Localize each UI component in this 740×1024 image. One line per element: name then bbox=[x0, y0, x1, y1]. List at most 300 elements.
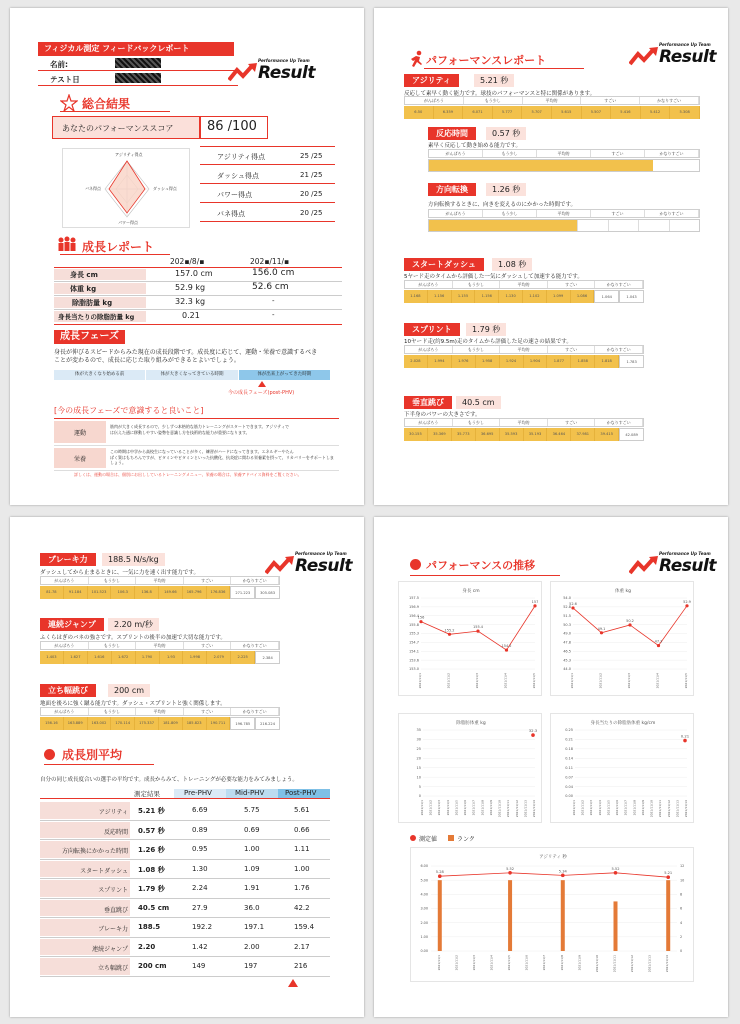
x-tick-label: 2021/11/3 bbox=[627, 673, 631, 689]
x-tick-label: 2021/11/12 bbox=[514, 800, 519, 818]
brand-subtitle: Performance Up Team bbox=[659, 42, 711, 47]
data-label: 5.21 bbox=[664, 871, 673, 876]
brand-wordmark: Result bbox=[258, 63, 315, 83]
brand-logo bbox=[629, 549, 727, 583]
x-tick-label: 2021/11/11 bbox=[506, 800, 511, 818]
metric-description: 反応して素早く動く能力です。球技のパフォーマンスと特に関係があります。 bbox=[404, 91, 596, 97]
x-tick-label: 2021/11/14 bbox=[532, 800, 536, 818]
avg-header: Mid-PHV bbox=[235, 789, 265, 797]
y-tick-label: 157.5 bbox=[408, 596, 419, 601]
score-row-value: 25 /25 bbox=[300, 152, 323, 160]
y-tick-label: 6.00 bbox=[420, 864, 428, 869]
phase-pre: 体が大きくなり始める前 bbox=[54, 370, 146, 380]
metric-value: 40.5 cm bbox=[456, 396, 501, 409]
score-row-label: パワー得点 bbox=[217, 191, 252, 199]
value-cell: 1.155 bbox=[452, 290, 476, 303]
data-point bbox=[533, 604, 536, 607]
x-tick-label: 2021/11/10 bbox=[649, 800, 654, 818]
scale-label: かなりすごい bbox=[231, 708, 279, 715]
metric-value: 0.57 秒 bbox=[486, 127, 526, 140]
value-cell: 216.224 bbox=[255, 717, 280, 730]
x-tick-label: 2021/11/4 bbox=[655, 673, 660, 689]
avg-row-post: 42.2 bbox=[294, 903, 310, 912]
x-tick-label: 2021/11/10 bbox=[497, 800, 502, 818]
growth-date-1: 202▪/8/▪ bbox=[170, 257, 205, 266]
scale-label: がんばろう bbox=[41, 577, 89, 584]
scale-label: がんばろう bbox=[405, 281, 453, 288]
x-tick-label: 2021/11/3 bbox=[471, 955, 476, 971]
y-tick-label: 156.4 bbox=[408, 613, 419, 618]
rank-bar bbox=[438, 880, 442, 951]
data-label: 50.2 bbox=[626, 618, 634, 623]
advice-exercise-text: 筋肉が大きく成長するので、少しずつ本格的な筋力トレーニングがスタートできます。アジリティで bbox=[110, 424, 289, 429]
y-tick-label: 15 bbox=[416, 765, 421, 770]
data-point bbox=[419, 620, 422, 623]
value-cell: 1.818 bbox=[595, 355, 619, 368]
score-row-label: ダッシュ得点 bbox=[217, 172, 259, 180]
avg-row-measured: 2.20 bbox=[138, 942, 156, 951]
metric-description: ふくらはぎのバネの強さです。スプリントの後半の加速で大切な能力です。 bbox=[40, 635, 226, 641]
x-tick-label: 2021/11/1 bbox=[572, 800, 576, 816]
value-row bbox=[404, 428, 644, 441]
date-redacted bbox=[115, 73, 161, 83]
metric-title: 垂直跳び bbox=[404, 396, 452, 409]
avg-row-mid: 1.91 bbox=[244, 884, 260, 892]
x-tick-label: 2021/11/10 bbox=[594, 955, 599, 973]
data-point bbox=[628, 623, 631, 626]
avg-row-divider bbox=[40, 937, 330, 938]
y-tick-label: 49.0 bbox=[563, 631, 571, 636]
reaction-bar bbox=[428, 159, 700, 172]
value-cell: 136.8 bbox=[135, 586, 159, 599]
chart-title: アジリティ 秒 bbox=[539, 855, 567, 860]
trend-title: パフォーマンスの推移 bbox=[426, 559, 536, 572]
growth-value-b: 52.6 cm bbox=[252, 282, 289, 292]
value-cell: 106.3 bbox=[111, 586, 135, 599]
legend-rank-swatch bbox=[448, 835, 454, 841]
x-tick-label: 2021/11/13 bbox=[675, 800, 680, 818]
radar-chart bbox=[62, 148, 190, 228]
advice-nutrition-label: 栄養 bbox=[74, 456, 87, 463]
y2-tick-label: 10 bbox=[680, 878, 685, 883]
advice-title: [今の成長フェーズで意識すると良いこと] bbox=[54, 406, 204, 415]
x-tick-label: 2021/11/12 bbox=[666, 800, 671, 818]
scale-label: もう少し bbox=[453, 419, 501, 426]
scale-label: がんばろう bbox=[405, 419, 453, 426]
agility-trend-chart bbox=[410, 847, 694, 982]
y-tick-label: 1.00 bbox=[420, 935, 428, 940]
value-cell: 1.877 bbox=[547, 355, 571, 368]
avg-row-post: 2.17 bbox=[294, 942, 310, 951]
y2-tick-label: 4 bbox=[680, 920, 683, 925]
avg-row-divider bbox=[40, 820, 330, 821]
growth-value-a: 0.21 bbox=[182, 311, 200, 320]
value-cell: 5.308 bbox=[670, 106, 700, 119]
people-group-icon bbox=[56, 236, 78, 252]
value-cell: 101.523 bbox=[88, 586, 112, 599]
data-label: 155.4 bbox=[472, 625, 484, 630]
metric-title: 立ち幅跳び bbox=[40, 684, 96, 697]
x-tick-label: 2021/11/9 bbox=[488, 800, 493, 816]
avg-row-post: 1.76 bbox=[294, 884, 310, 892]
rank-bar bbox=[508, 880, 512, 951]
phase-now-label: 今の成長フェーズ(post-PHV) bbox=[228, 390, 295, 396]
x-tick-label: 2021/11/2 bbox=[580, 800, 585, 816]
scale-label: がんばろう bbox=[405, 97, 464, 104]
legend-measured: 測定値 bbox=[419, 836, 438, 843]
x-tick-label: 2021/11/3 bbox=[475, 673, 479, 689]
avg-row-divider bbox=[40, 859, 330, 860]
x-tick-label: 2021/11/7 bbox=[542, 955, 547, 971]
value-cell: 1.403 bbox=[40, 651, 64, 664]
radar-label-dash: ダッシュ得点 bbox=[153, 186, 177, 191]
value-cell: 91.184 bbox=[64, 586, 88, 599]
value-cell: 163.002 bbox=[88, 717, 112, 730]
value-cell: 1.130 bbox=[499, 290, 523, 303]
value-cell: 5.707 bbox=[522, 106, 552, 119]
scale-header bbox=[40, 707, 280, 716]
report-title: フィジカル測定 フィードバックレポート bbox=[38, 42, 234, 56]
metric-value: 200 cm bbox=[108, 684, 150, 697]
avg-row-measured: 1.79 秒 bbox=[138, 885, 165, 893]
scale-label: すごい bbox=[184, 708, 232, 715]
scale-label: かなりすごい bbox=[640, 97, 699, 104]
y-tick-label: 30 bbox=[416, 737, 421, 742]
avg-row-post: 1.11 bbox=[294, 845, 310, 853]
growth-value-b: - bbox=[272, 297, 275, 305]
x-tick-label: 2021/11/2 bbox=[446, 673, 451, 689]
value-cell: 1.924 bbox=[500, 355, 524, 368]
y-tick-label: 155.8 bbox=[408, 622, 419, 627]
value-cell: 1.168 bbox=[404, 290, 428, 303]
scale-label: すごい bbox=[591, 150, 645, 157]
zigzag-arrow-icon bbox=[629, 555, 659, 577]
growth-title: 成長レポート bbox=[82, 240, 155, 254]
scale-header bbox=[428, 149, 700, 158]
avg-row-mid: 36.0 bbox=[244, 903, 260, 912]
data-label: 32.3 bbox=[528, 728, 538, 734]
scale-label: かなりすごい bbox=[595, 346, 643, 353]
avg-row-label: 連続ジャンプ bbox=[92, 945, 128, 953]
avg-row-pre: 0.95 bbox=[192, 845, 208, 853]
scale-header bbox=[40, 641, 280, 650]
date-label: テスト日 bbox=[50, 75, 80, 84]
scale-header bbox=[404, 418, 644, 427]
avg-row-label: スタートダッシュ bbox=[80, 867, 128, 875]
y-tick-label: 54.0 bbox=[563, 596, 571, 601]
y2-tick-label: 12 bbox=[680, 864, 685, 869]
chart-title: 身長 cm bbox=[462, 589, 480, 594]
value-cell: 196.785 bbox=[230, 717, 255, 730]
growth-label: 身長 cm bbox=[70, 271, 98, 279]
value-cell: 39.415 bbox=[595, 428, 619, 441]
scale-label: がんばろう bbox=[41, 642, 89, 649]
avg-row-post: 216 bbox=[294, 962, 308, 970]
avg-row-divider bbox=[40, 898, 330, 899]
x-tick-label: 2021/11/2 bbox=[428, 800, 433, 816]
avg-row-post: 5.61 bbox=[294, 806, 310, 814]
avg-row-measured: 1.26 秒 bbox=[138, 846, 165, 854]
avg-row-pre: 1.30 bbox=[192, 864, 208, 873]
value-cell: 5.777 bbox=[493, 106, 523, 119]
growth-label: 身長当たりの除脂肪量 kg bbox=[58, 313, 135, 321]
scale-label: すごい bbox=[548, 419, 596, 426]
triangle-marker-icon bbox=[288, 979, 298, 987]
scale-label: がんばろう bbox=[429, 150, 483, 157]
value-cell: 5.615 bbox=[552, 106, 582, 119]
avg-row-measured: 5.21 秒 bbox=[138, 807, 165, 815]
x-tick-label: 2021/11/6 bbox=[463, 800, 468, 816]
metric-title: アジリティ bbox=[404, 74, 459, 87]
data-label: 0.21 bbox=[680, 733, 690, 739]
value-cell: 2.384 bbox=[255, 651, 280, 664]
data-label: 5.52 bbox=[611, 866, 620, 871]
data-label: 47.3 bbox=[654, 639, 663, 644]
brand-wordmark: Result bbox=[295, 556, 352, 576]
y-tick-label: 153.6 bbox=[408, 658, 419, 663]
metric-value: 188.5 N/s/kg bbox=[102, 553, 165, 566]
data-point bbox=[600, 631, 603, 634]
triangle-marker-icon bbox=[258, 381, 266, 387]
data-label: 5.52 bbox=[506, 866, 515, 871]
metric-title: 連続ジャンプ bbox=[40, 618, 104, 631]
scale-label: すごい bbox=[184, 642, 232, 649]
y-tick-label: 0.21 bbox=[565, 737, 573, 742]
avg-row-measured: 0.57 秒 bbox=[138, 826, 165, 835]
y2-tick-label: 2 bbox=[680, 935, 683, 940]
avg-row-pre: 2.24 bbox=[192, 884, 208, 892]
data-label: 156 bbox=[417, 615, 425, 620]
avg-row-measured: 1.08 秒 bbox=[138, 865, 165, 874]
avg-row-label: 垂直跳び bbox=[103, 906, 128, 914]
avg-row-pre: 149 bbox=[192, 962, 206, 970]
value-cell: 176.836 bbox=[207, 586, 231, 599]
avg-header: 測定結果 bbox=[134, 790, 160, 798]
y-tick-label: 155.3 bbox=[408, 631, 419, 636]
avg-row-mid: 197.1 bbox=[244, 923, 265, 931]
y-tick-label: 25 bbox=[416, 747, 421, 752]
value-row bbox=[40, 586, 280, 599]
y2-tick-label: 6 bbox=[680, 906, 683, 911]
x-tick-label: 2021/11/5 bbox=[532, 673, 536, 689]
brand-logo bbox=[629, 40, 727, 74]
lean-mass-chart bbox=[398, 713, 542, 823]
advice-nutrition-text: この時期は中学から高校生になっていることが多く、練習がハードになってきます。エネルギーやたん bbox=[110, 449, 294, 454]
y-tick-label: 0.11 bbox=[565, 765, 573, 770]
x-tick-label: 2021/11/1 bbox=[418, 673, 422, 689]
x-tick-label: 2021/11/8 bbox=[480, 800, 485, 816]
avg-row-measured: 200 cm bbox=[138, 962, 167, 970]
x-tick-label: 2021/11/3 bbox=[589, 800, 594, 816]
y-tick-label: 4.00 bbox=[420, 892, 428, 897]
value-cell: 5.507 bbox=[582, 106, 612, 119]
value-cell: 156.16 bbox=[40, 717, 64, 730]
metric-description: 方向転換するときに、向きを変えるのにかかった時間です。 bbox=[428, 202, 577, 208]
y-tick-label: 0 bbox=[418, 794, 421, 799]
rank-bar bbox=[666, 880, 670, 951]
scale-label: がんばろう bbox=[429, 210, 483, 217]
scale-label: 平均的 bbox=[136, 577, 184, 584]
avg-row-label: 立ち幅跳び bbox=[97, 965, 128, 972]
scale-label: すごい bbox=[548, 346, 596, 353]
data-point bbox=[438, 874, 442, 878]
scale-label: もう少し bbox=[464, 97, 523, 104]
value-cell: 36.464 bbox=[547, 428, 571, 441]
brand-subtitle: Performance Up Team bbox=[659, 551, 711, 556]
data-point bbox=[476, 630, 479, 633]
value-cell: 1.043 bbox=[619, 290, 644, 303]
scale-header bbox=[404, 96, 700, 105]
weight-chart bbox=[550, 581, 694, 696]
value-cell: 1.904 bbox=[524, 355, 548, 368]
metric-title: スタートダッシュ bbox=[404, 258, 484, 271]
value-row bbox=[404, 290, 644, 303]
avg-row-post: 1.00 bbox=[294, 864, 310, 873]
radar-label-power: パワー得点 bbox=[118, 220, 138, 225]
avg-row-pre: 27.9 bbox=[192, 903, 208, 912]
scale-header bbox=[428, 209, 700, 218]
y-tick-label: 47.8 bbox=[563, 640, 571, 645]
y-tick-label: 0.07 bbox=[565, 775, 573, 780]
data-label: 155.2 bbox=[444, 628, 455, 633]
x-tick-label: 2021/11/5 bbox=[507, 955, 512, 971]
score-label: あなたのパフォーマンススコア bbox=[62, 124, 174, 133]
scale-label: かなりすごい bbox=[595, 419, 643, 426]
x-tick-label: 2021/11/1 bbox=[436, 955, 441, 971]
scale-label: もう少し bbox=[453, 281, 501, 288]
y-tick-label: 2.00 bbox=[420, 920, 428, 925]
value-cell: 1.086 bbox=[571, 290, 595, 303]
value-cell: 5.416 bbox=[611, 106, 641, 119]
value-cell: 1.627 bbox=[64, 651, 88, 664]
avg-row-label: 方向転換にかかった時間 bbox=[61, 848, 128, 855]
value-cell: 1.994 bbox=[428, 355, 452, 368]
chart-title: 除脂肪体重 kg bbox=[456, 721, 486, 726]
value-cell: 6.359 bbox=[434, 106, 464, 119]
brand-wordmark: Result bbox=[659, 556, 716, 576]
x-tick-label: 2021/11/4 bbox=[503, 673, 508, 689]
metric-value: 2.20 m/秒 bbox=[108, 618, 159, 631]
x-tick-label: 2021/11/1 bbox=[570, 673, 574, 689]
y-tick-label: 156.9 bbox=[408, 605, 419, 610]
avg-row-mid: 1.00 bbox=[244, 845, 260, 853]
runner-icon bbox=[410, 50, 424, 68]
value-cell: 2.079 bbox=[207, 651, 231, 664]
data-point bbox=[448, 633, 451, 636]
report-page-3 bbox=[10, 517, 364, 1017]
growth-value-b: - bbox=[272, 311, 275, 319]
metric-description: 素早く反応して動き始める能力です。 bbox=[428, 143, 522, 149]
radar-label-spring: バネ得点 bbox=[85, 186, 101, 191]
report-page-4 bbox=[374, 517, 728, 1017]
summary-title: 総合結果 bbox=[82, 97, 131, 111]
avg-row-divider bbox=[40, 956, 330, 957]
advice-nutrition-text: ぱく質はもちろんですが、ビタミンやビタミンといった抗酸化、抗炎症に関わる栄養素を摂って、リカバリーをサポートしましょう。 bbox=[110, 455, 334, 465]
metric-value: 1.26 秒 bbox=[486, 183, 526, 196]
x-tick-label: 2021/11/4 bbox=[489, 955, 494, 971]
avg-row-pre: 6.69 bbox=[192, 806, 208, 814]
metric-description: 5ヤード走のタイムから評価した一気にダッシュして加速する能力です。 bbox=[404, 274, 583, 280]
metric-title: 方向転換 bbox=[428, 183, 476, 196]
star-icon bbox=[60, 94, 78, 112]
data-point bbox=[561, 874, 565, 878]
x-tick-label: 2021/11/9 bbox=[577, 955, 582, 971]
scale-label: 平均的 bbox=[500, 419, 548, 426]
scale-label: もう少し bbox=[89, 642, 137, 649]
x-tick-label: 2021/11/14 bbox=[665, 955, 670, 973]
avg-row-measured: 188.5 bbox=[138, 923, 161, 931]
value-cell: 2.225 bbox=[231, 651, 255, 664]
growth-label: 除脂肪量 kg bbox=[72, 299, 113, 307]
y-tick-label: 5.00 bbox=[420, 878, 428, 883]
x-tick-label: 2021/11/13 bbox=[647, 955, 652, 973]
x-tick-label: 2021/11/4 bbox=[597, 800, 602, 816]
value-row bbox=[404, 355, 644, 368]
y-tick-label: 52.8 bbox=[563, 605, 571, 610]
y-tick-label: 0.18 bbox=[565, 747, 573, 752]
value-cell: 1.976 bbox=[452, 355, 476, 368]
y-tick-label: 45.3 bbox=[563, 658, 571, 663]
score-value: 86 /100 bbox=[207, 119, 257, 134]
scale-label: 平均的 bbox=[500, 346, 548, 353]
data-label: 157 bbox=[531, 599, 539, 604]
growth-label: 体重 kg bbox=[70, 285, 97, 293]
value-cell: 1.616 bbox=[88, 651, 112, 664]
rank-bar bbox=[561, 880, 565, 951]
avg-row-mid: 197 bbox=[244, 962, 258, 970]
avg-row-pre: 192.2 bbox=[192, 923, 213, 931]
value-cell: 1.156 bbox=[428, 290, 452, 303]
growth-value-a: 32.3 kg bbox=[175, 297, 206, 306]
x-tick-label: 2021/11/4 bbox=[445, 800, 450, 816]
value-cell: 1.783 bbox=[619, 355, 644, 368]
value-cell: 1.156 bbox=[475, 290, 499, 303]
data-point bbox=[683, 739, 687, 743]
y-tick-label: 5 bbox=[418, 784, 421, 789]
scale-label: もう少し bbox=[89, 708, 137, 715]
y-tick-label: 153.0 bbox=[408, 667, 419, 672]
report-page-2 bbox=[374, 8, 728, 505]
chart-title: 身長当たりの除脂肪体重 kg/cm bbox=[590, 721, 656, 726]
y-tick-label: 50.3 bbox=[563, 622, 571, 627]
data-point bbox=[508, 871, 512, 875]
y-tick-label: 10 bbox=[416, 775, 421, 780]
value-cell: 2.028 bbox=[404, 355, 428, 368]
value-cell: 165.796 bbox=[183, 586, 207, 599]
value-cell: 35.369 bbox=[428, 428, 452, 441]
score-row-label: バネ得点 bbox=[217, 210, 245, 218]
data-label: 154.2 bbox=[501, 644, 512, 649]
advice-exercise-label: 運動 bbox=[74, 430, 87, 437]
avg-header: Pre-PHV bbox=[184, 789, 212, 797]
y2-tick-label: 0 bbox=[680, 949, 683, 954]
phase-description: 身長が伸びるスピードからみた現在の成長段階です。成長度に応じて、運動・栄養で意識するべき bbox=[54, 349, 318, 356]
value-cell: 1.958 bbox=[476, 355, 500, 368]
data-label: 52.6 bbox=[569, 601, 577, 606]
data-label: 5.34 bbox=[558, 869, 567, 874]
scale-label: 平均的 bbox=[136, 642, 184, 649]
scale-label: かなりすごい bbox=[231, 642, 279, 649]
y-tick-label: 3.00 bbox=[420, 906, 428, 911]
value-cell: 190.711 bbox=[207, 717, 231, 730]
value-cell: 1.099 bbox=[547, 290, 571, 303]
footnote: 詳しくは、運動の場合は、個別にお出ししているトレーニングメニュー、栄養の場合は、栄養アドバイス資料をご覧ください。 bbox=[74, 472, 302, 477]
x-tick-label: 2021/11/14 bbox=[684, 800, 688, 818]
x-tick-label: 2021/11/2 bbox=[598, 673, 603, 689]
x-tick-label: 2021/11/11 bbox=[612, 955, 617, 973]
value-cell: 1.672 bbox=[112, 651, 136, 664]
avg-row-pre: 0.89 bbox=[192, 825, 208, 834]
